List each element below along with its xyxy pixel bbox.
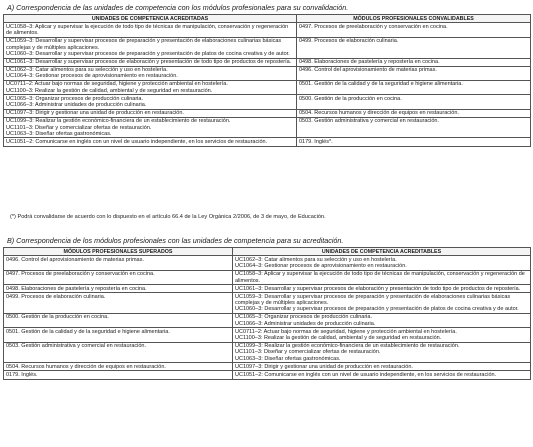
cell-text: 0504. Recursos humanos y dirección de equipos en restauración. [6,363,166,370]
table-row [4,270,531,284]
cell-text: UC1099–3: Realizar la gestión económico-financiera de un establecimiento de restauración. [6,118,231,125]
table-row [4,328,531,342]
cell-left [4,138,297,146]
cell-right [233,328,531,342]
column-header: UNIDADES DE COMPETENCIA ACREDITABLES [233,248,531,256]
cell-right [297,80,531,94]
section-a-table [3,14,531,147]
cell-left [4,23,297,37]
cell-text: UC1066–3: Administrar unidades de producción culinaria. [6,102,147,109]
cell-text: UC1061–3: Desarrollar y supervisar procesos de elaboración y presentación de todo tipo de productos de repostería. [6,58,292,65]
table-row [4,285,531,293]
table-row [4,363,531,371]
section-a-heading: A) Correspondencia de las unidades de competencia con los módulos profesionales para su convalidación. [7,3,349,12]
cell-text: UC0711–2: Actuar bajo normas de seguridad, higiene y protección ambiental en hostelería. [235,328,457,335]
cell-left [4,270,233,284]
section-b-table [3,247,531,380]
cell-left [4,58,297,66]
cell-text: UC1064–3: Gestionar procesos de aprovisionamiento en restauración. [235,263,407,270]
cell-text: UC1064–3: Gestionar procesos de aprovisionamiento en restauración. [6,73,178,80]
cell-text: UC1066–3: Administrar unidades de producción culinaria. [235,320,376,327]
cell-left [4,37,297,58]
cell-text: 0499. Procesos de elaboración culinaria. [6,293,106,300]
cell-text: UC0711–2: Actuar bajo normas de seguridad, higiene y protección ambiental en hostelería. [6,81,228,88]
cell-right [233,256,531,270]
table-row [4,256,531,270]
cell-text: UC1062–3: Catar alimentos para su selección y uso en hostelería. [6,67,168,73]
table-row [4,58,531,66]
cell-text: 0179. Inglés. [6,371,38,378]
cell-text: UC1062–3: Catar alimentos para su selección y uso en hostelería. [235,256,397,263]
cell-right [233,363,531,371]
cell-right [233,293,531,314]
cell-text: UC1097–3: Dirigir y gestionar una unidad de producción en restauración. [235,363,413,370]
cell-left [4,363,233,371]
cell-text: UC1058–3: Aplicar y supervisar la ejecución de todo tipo de técnicas de manipulación, conservación y regeneración de alimentos. [235,271,525,284]
cell-text: UC1101–3: Diseñar y comercializar ofertas de restauración. [235,349,381,356]
table-row [4,342,531,363]
table-row [4,37,531,58]
cell-text: UC1101–3: Diseñar y comercializar ofertas de restauración. [6,124,152,131]
table-header-row [4,15,531,23]
table-row [4,313,531,327]
cell-left [4,293,233,314]
cell-right [297,58,531,66]
cell-text: 0503. Gestión administrativa y comercial en restauración. [6,343,147,350]
cell-text: 0496. Control del aprovisionamiento de materias primas. [6,256,144,263]
cell-left [4,80,297,94]
cell-left [4,328,233,342]
table-row [4,23,531,37]
table-row [4,80,531,94]
cell-right [297,95,531,109]
cell-left [4,95,297,109]
cell-text: UC1065–3: Organizar procesos de producción culinaria. [235,314,372,321]
table-row [4,293,531,314]
cell-text: 0500. Gestión de la producción en cocina. [6,314,109,321]
cell-text: 0179. Inglés*. [299,138,333,145]
cell-text: 0501. Gestión de la calidad y de la seguridad e higiene alimentaria. [6,328,170,335]
table-row [4,95,531,109]
cell-text: UC1100–3: Realizar la gestión de calidad, ambiental y de seguridad en restauración. [235,335,442,342]
column-header: MÓDULOS PROFESIONALES CONVALIDABLES [297,15,531,23]
table-row [4,66,531,80]
cell-right [297,66,531,80]
cell-right [297,109,531,117]
cell-text: UC1061–3: Desarrollar y supervisar procesos de elaboración y presentación de todo tipo de productos de repostería. [235,285,521,292]
cell-right [297,23,531,37]
cell-left [4,117,297,138]
cell-right [297,138,531,146]
cell-text: UC1097–3: Dirigir y gestionar una unidad de producción en restauración. [6,110,184,117]
cell-text: UC1060–3: Desarrollar y supervisar procesos de preparación y presentación de platos de cocina creativa y de autor. [6,50,290,57]
cell-left [4,109,297,117]
table-header-row [4,248,531,256]
cell-text: 0498. Elaboraciones de pastelería y repostería en cocina. [6,285,147,292]
cell-left [4,371,233,379]
cell-right [233,313,531,327]
cell-text: 0498. Elaboraciones de pastelería y repostería en cocina. [299,58,440,65]
cell-text: UC1063–3: Diseñar ofertas gastronómicas. [6,130,112,137]
cell-text: 0496. Control del aprovisionamiento de materias primas. [299,67,437,73]
cell-left [4,66,297,80]
cell-text: UC1058–3: Aplicar y supervisar la ejecución de todo tipo de técnicas de manipulación, conservación y regeneración de alimentos. [6,23,289,37]
cell-text: 0503. Gestión administrativa y comercial en restauración. [299,118,440,125]
cell-text: UC1059–3: Desarrollar y supervisar procesos de preparación y presentación de elaboraciones culinarias básicas complejas y de múltiples aplicaciones. [6,38,282,51]
cell-text: 0500. Gestión de la producción en cocina. [299,95,402,102]
footnote: (*) Podrá convalidarse de acuerdo con lo dispuesto en el artículo 66.4 de la Ley Orgánica 2/2006, de 3 de mayo, de Educación. [10,214,326,220]
cell-left [4,313,233,327]
cell-text: UC1060–3: Desarrollar y supervisar procesos de preparación y presentación de platos de cocina creativa y de autor. [235,306,519,313]
cell-text: UC1059–3: Desarrollar y supervisar procesos de preparación y presentación de elaboraciones culinarias básicas complejas y de múltiples aplicaciones. [235,293,511,306]
cell-text: 0501. Gestión de la calidad y de la seguridad e higiene alimentaria. [299,81,463,88]
column-header: MÓDULOS PROFESIONALES SUPERADOS [4,248,233,256]
cell-text: 0497. Procesos de preelaboración y conservación en cocina. [299,23,448,30]
cell-text: UC1051–2: Comunicarse en inglés con un nivel de usuario independiente, en los servicios de restauración. [235,371,497,378]
cell-text: UC1100–3: Realizar la gestión de calidad, ambiental y de seguridad en restauración. [6,87,213,94]
cell-right [233,285,531,293]
cell-text: 0497. Procesos de preelaboración y conservación en cocina. [6,271,155,278]
cell-right [297,37,531,58]
cell-text: UC1065–3: Organizar procesos de producción culinaria. [6,95,143,102]
cell-left [4,256,233,270]
cell-text: UC1063–3: Diseñar ofertas gastronómicas. [235,355,341,362]
table-row [4,138,531,146]
cell-text: 0504. Recursos humanos y dirección de equipos en restauración. [299,110,459,117]
section-b-heading: B) Correspondencia de los módulos profesionales con las unidades de competencia para su acreditación. [7,236,344,245]
cell-text: UC1051–2: Comunicarse en inglés con un nivel de usuario independiente, en los servicios de restauración. [6,138,268,145]
column-header: UNIDADES DE COMPETENCIA ACREDITADAS [4,15,297,23]
cell-left [4,342,233,363]
table-row [4,371,531,379]
cell-right [297,117,531,138]
cell-text: 0499. Procesos de elaboración culinaria. [299,38,399,45]
cell-right [233,371,531,379]
cell-left [4,285,233,293]
table-row [4,117,531,138]
cell-text: UC1099–3: Realizar la gestión económico-financiera de un establecimiento de restauración. [235,343,460,350]
cell-right [233,342,531,363]
table-row [4,109,531,117]
cell-right [233,270,531,284]
